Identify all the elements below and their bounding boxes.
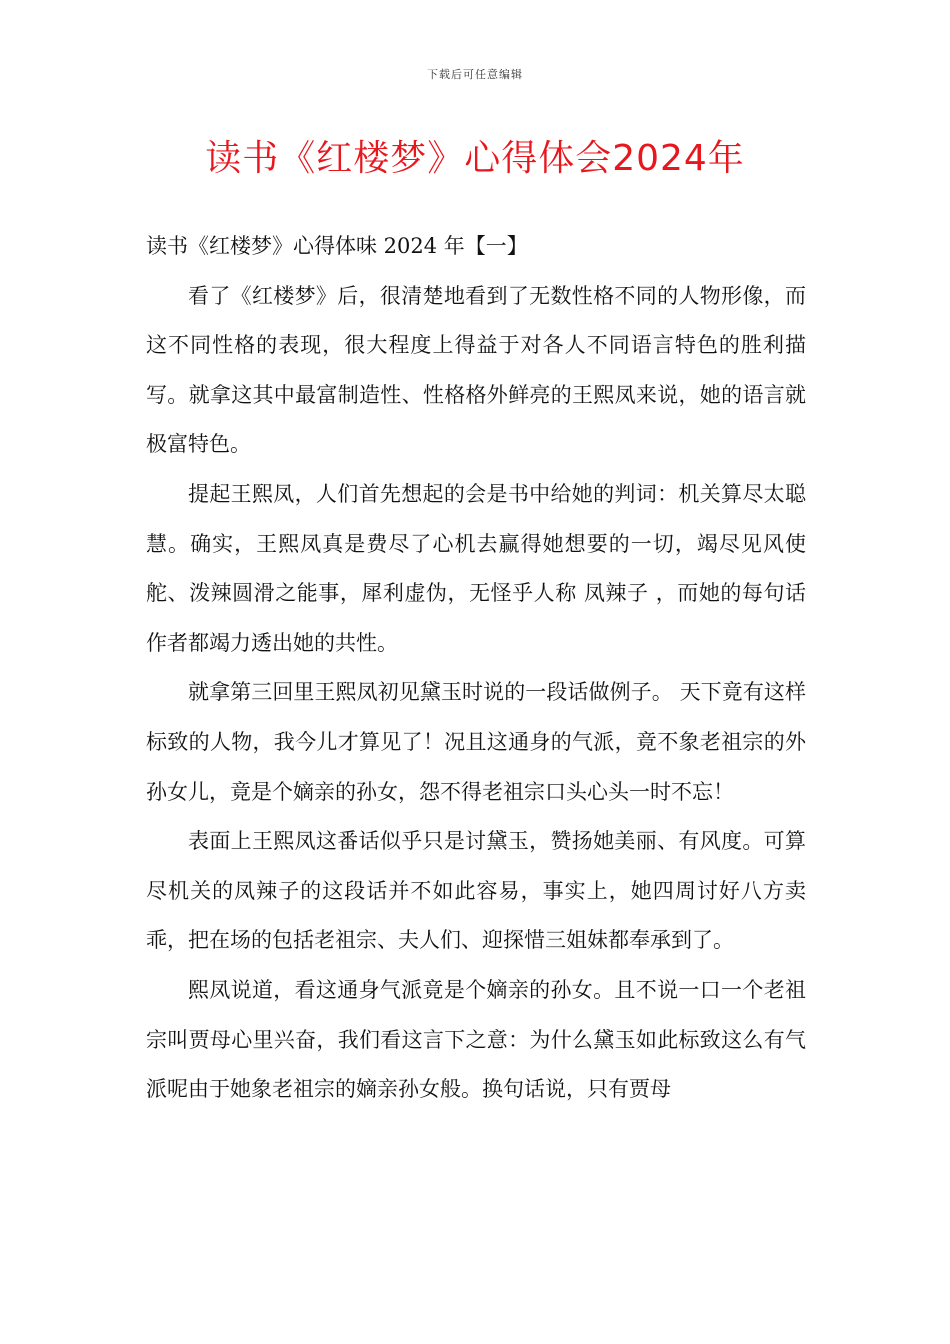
paragraph-1: 看了《红楼梦》后，很清楚地看到了无数性格不同的人物形像，而这不同性格的表现，很大程度上得益于对各人不同语言特色的胜利描写。就拿这其中最富制造性、性格格外鲜亮的王熙凤来说，她的语言就极富特色。 [146,283,806,457]
paragraph-5: 熙凤说道，看这通身气派竟是个嫡亲的孙女。且不说一口一个老祖宗叫贾母心里兴奋，我们看这言下之意：为什么黛玉如此标致这么有气派呢由于她象老祖宗的嫡亲孙女般。换句话说，只有贾母 [146,977,806,1102]
header-note: 下载后可任意编辑 [427,68,523,81]
document-title: 读书《红楼梦》心得体会2024年 [205,138,745,179]
document-body [146,222,806,1115]
paragraph-4: 表面上王熙凤这番话似乎只是讨黛玉，赞扬她美丽、有风度。可算尽机关的凤辣子的这段话并不如此容易，事实上，她四周讨好八方卖乖，把在场的包括老祖宗、夫人们、迎探惜三姐妹都奉承到了。 [146,829,806,953]
paragraph-2: 提起王熙凤，人们首先想起的会是书中给她的判词：机关算尽太聪慧。确实，王熙凤真是费尽了心机去赢得她想要的一切，竭尽见风使舵、泼辣圆滑之能事，犀利虚伪，无怪乎人称 凤辣子 ，而她的每句话作者都竭力透出她的共性。 [146,481,806,655]
paragraph-3: 就拿第三回里王熙凤初见黛玉时说的一段话做例子。 天下竟有这样标致的人物，我今儿才算见了！况且这通身的气派，竟不象老祖宗的外孙女儿，竟是个嫡亲的孙女，怨不得老祖宗口头心头一时不忘！ [146,680,806,804]
section-heading: 读书《红楼梦》心得体味 2024 年【一】 [146,234,528,258]
